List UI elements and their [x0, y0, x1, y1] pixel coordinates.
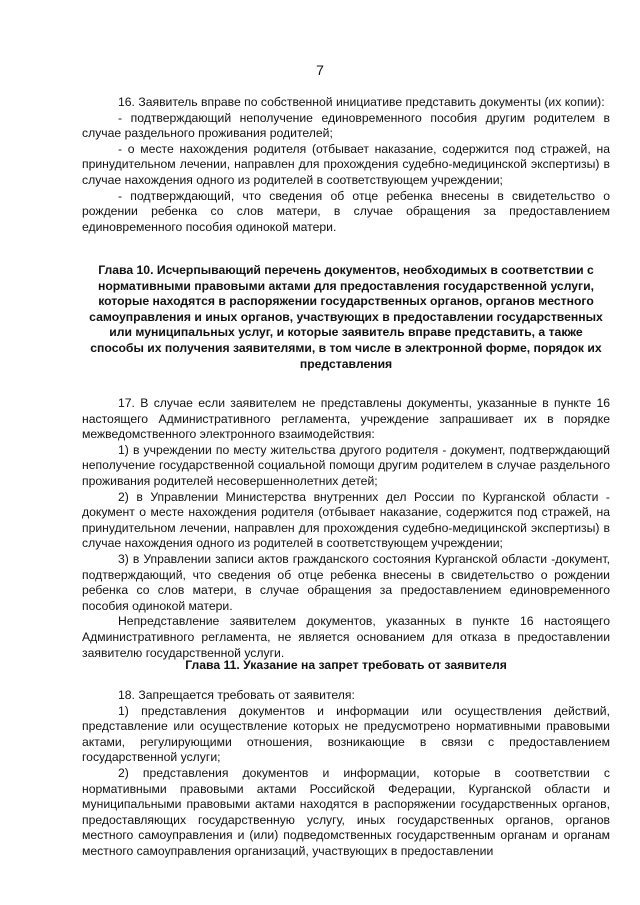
paragraph: - о месте нахождения родителя (отбывает наказание, содержится под стражей, на принудительном лечении, направлен для прохождения судебно-медицинской экспертизы) в случае нахождения одного из родителей в соответствующем учреждении; — [82, 141, 610, 187]
paragraph: 1) в учреждении по месту жительства другого родителя - документ, подтверждающий неполучение государственной социальной помощи другим родителем в случае раздельного проживания родителей несовершеннолетних детей; — [82, 442, 610, 488]
paragraph: 3) в Управлении записи актов гражданского состояния Курганской области -документ, подтверждающий, что сведения об отце ребенка внесены в свидетельство о рождении ребенка со слов матери, в случае обращения за предоставлением единовременного пособия одинокой матери. — [82, 551, 610, 613]
chapter-11-title: Глава 11. Указание на запрет требовать от заявителя — [185, 658, 507, 672]
section-18 — [82, 688, 610, 860]
paragraph: 2) в Управлении Министерства внутренних дел России по Курганской области - документ о месте нахождения родителя (отбывает наказание, содержится под стражей, на принудительном лечении, направлен для прохождения судебно-медицинской экспертизы) в случае нахождения одного из родителей в соответствующем учреждении; — [82, 489, 610, 551]
paragraph: 18. Запрещается требовать от заявителя: — [118, 688, 355, 702]
chapter-10-title: Глава 10. Исчерпывающий перечень документов, необходимых в соответствии с нормативными правовыми актами для предоставления государственной услуги, которые находятся в распоряжении государственных органов, органов местного самоуправления и иных органов, участвующих в предоставлении государственных или муниципальных услуг, и которые заявитель вправе представить, а также способы их получения заявителями, в том числе в электронной форме, порядок их представления — [89, 263, 603, 371]
paragraph: - подтверждающий, что сведения об отце ребенка внесены в свидетельство о рождении ребенка со слов матери, в случае обращения за предоставлением единовременного пособия одинокой матери. — [82, 188, 610, 234]
section-16 — [82, 95, 610, 235]
paragraph: 1) представления документов и информации или осуществления действий, представление или осуществление которых не предусмотрено нормативными правовыми актами, регулирующими отношения, возникающие в связи с предоставлением государственной услуги; — [82, 703, 610, 765]
paragraph: Непредставление заявителем документов, указанных в пункте 16 настоящего Административного регламента, не является основанием для отказа в предоставлении заявителю государственной услуги. — [82, 614, 610, 660]
paragraph: 16. Заявитель вправе по собственной инициативе представить документы (их копии): — [118, 95, 605, 109]
paragraph: - подтверждающий неполучение единовременного пособия другим родителем в случае раздельного проживания родителей; — [82, 110, 610, 141]
paragraph: 2) представления документов и информации, которые в соответствии с нормативными правовыми актами Российской Федерации, Курганской области и муниципальными правовыми актами находятся в распоряжении государственных органов, предоставляющих государственную услугу, иных государственных органов, органов местного самоуправления и (или) подведомственных государственным органам и органам местного самоуправления организаций, участвующих в предоставлении — [82, 765, 610, 858]
section-17 — [82, 396, 610, 661]
page-number: 7 — [316, 62, 324, 78]
chapter-10-heading-block — [82, 263, 610, 372]
paragraph: 17. В случае если заявителем не представлены документы, указанные в пункте 16 настоящего Административного регламента, учреждение запрашивает их в порядке межведомственного электронного взаимодействия: — [82, 396, 610, 442]
chapter-11-heading-block — [82, 658, 610, 674]
